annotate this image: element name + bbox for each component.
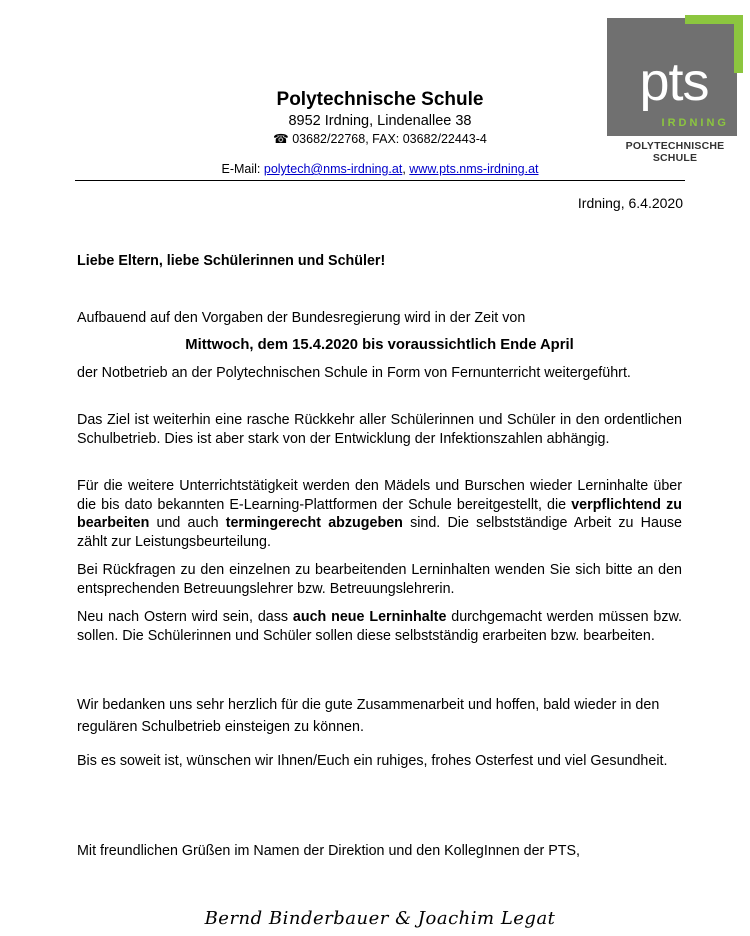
p3-text-a: Für die weitere Unterrichtstätigkeit werden den Mädels und Burschen wieder Lerninhalte über die bis dato bekannten E-Learning-Plattformen der Schule bereitgestellt, die: [77, 478, 682, 513]
email-label: E-Mail:: [221, 162, 264, 176]
p3-text-c: und auch: [149, 515, 226, 531]
email-separator: ,: [402, 162, 410, 176]
pts-logo: [607, 15, 743, 136]
p3-bold-deadline: termingerecht abzugeben: [225, 515, 403, 531]
logo-town: IRDNING: [661, 117, 729, 129]
phone-icon: ☎: [273, 132, 289, 146]
p3-bold-mandatory: verpflichtend zu bearbeiten: [77, 496, 682, 531]
paragraph-3: [77, 477, 682, 551]
paragraph-thanks: Wir bedanken uns sehr herzlich für die gute Zusammenarbeit und hoffen, bald wieder in den regulären Schulbetrieb einsteigen zu können.: [77, 697, 660, 735]
school-name: Polytechnische Schule: [276, 89, 484, 110]
paragraph-1: der Notbetrieb an der Polytechnischen Schule in Form von Fernunterricht weitergeführt.: [77, 365, 631, 381]
p5-bold-new-content: auch neue Lerninhalte: [292, 609, 447, 625]
phone-fax-text: 03682/22768, FAX: 03682/22443-4: [292, 132, 487, 146]
paragraph-5: [77, 608, 682, 645]
email-line: [75, 162, 685, 176]
greeting: Liebe Eltern, liebe Schülerinnen und Schüler!: [77, 253, 386, 269]
closing-line: Mit freundlichen Grüßen im Namen der Direktion und den KollegInnen der PTS,: [77, 843, 581, 859]
paragraph-wishes: Bis es soweit ist, wünschen wir Ihnen/Euch ein ruhiges, frohes Osterfest und viel Gesundheit.: [77, 753, 668, 769]
logo-caption: POLYTECHNISCHE SCHULE: [625, 140, 725, 164]
website-link[interactable]: www.pts.nms-irdning.at: [409, 162, 539, 176]
p5-text-a: Neu nach Ostern wird sein, dass: [77, 609, 293, 625]
signature: Bernd Binderbauer & Joachim Legat: [204, 908, 556, 929]
school-address: 8952 Irdning, Lindenallee 38: [288, 113, 472, 129]
phone-fax: [75, 131, 685, 146]
period-line: Mittwoch, dem 15.4.2020 bis voraussichtlich Ende April: [185, 337, 574, 353]
email-link[interactable]: polytech@nms-irdning.at: [263, 162, 403, 176]
header-divider: [75, 180, 685, 181]
intro-paragraph: Aufbauend auf den Vorgaben der Bundesregierung wird in der Zeit von: [77, 310, 526, 326]
paragraph-2: Das Ziel ist weiterhin eine rasche Rückkehr aller Schülerinnen und Schüler in den ordentlichen Schulbetrieb. Dies ist aber stark von der Entwicklung der Infektionszahlen abhängig.: [77, 412, 682, 447]
p5-text-c: durchgemacht werden müssen bzw. sollen. Die Schülerinnen und Schüler sollen diese selbstständig erarbeiten bzw. bearbeiten.: [77, 609, 682, 644]
p3-text-e: sind. Die selbstständige Arbeit zu Hause zählt zur Leistungsbeurteilung.: [77, 515, 682, 550]
letter-date: Irdning, 6.4.2020: [577, 195, 683, 211]
logo-accent-horizontal: [685, 15, 743, 24]
paragraph-4: Bei Rückfragen zu den einzelnen zu bearbeitenden Lerninhalten wenden Sie sich bitte an den entsprechenden Betreuungslehrer bzw. Betreuungslehrerin.: [77, 562, 682, 597]
logo-wordmark: pts: [639, 52, 709, 112]
